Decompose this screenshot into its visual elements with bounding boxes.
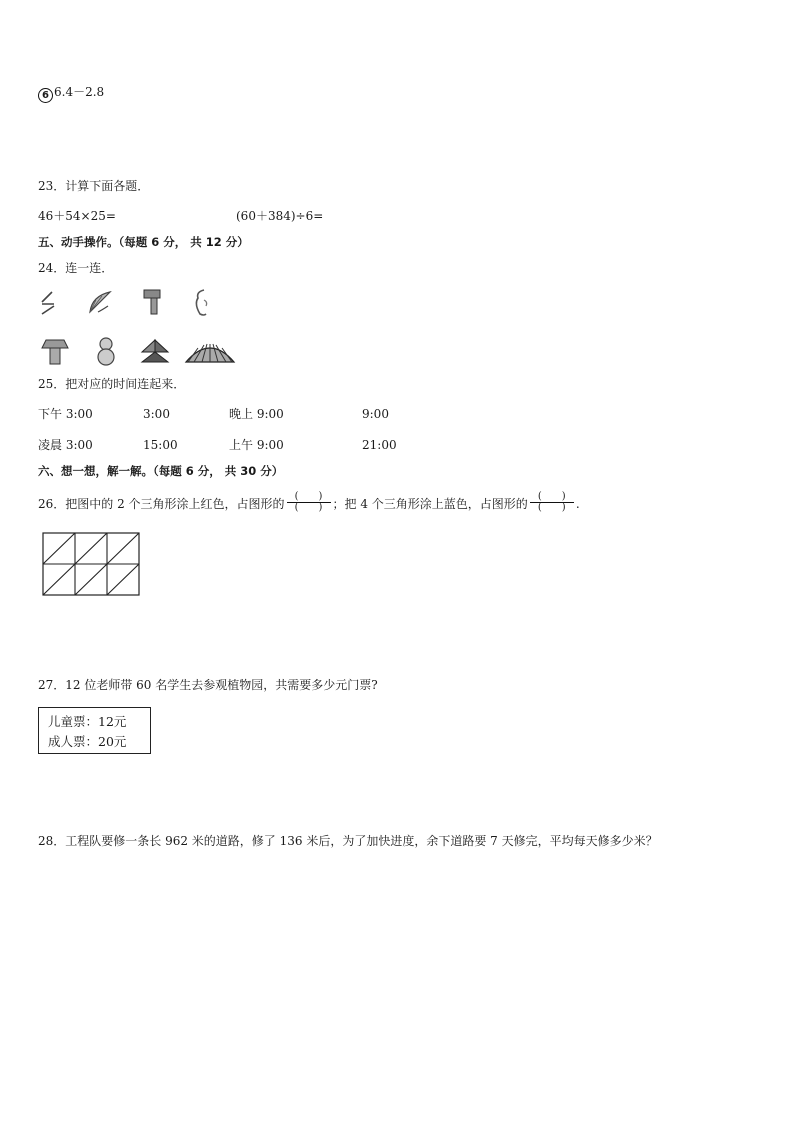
section-6-heading: 六、想一想，解一解。（每题 6 分， 共 30 分） bbox=[38, 464, 284, 478]
adult-ticket-price: 成人票：20元 bbox=[48, 734, 127, 749]
numerator-blank: ( ) bbox=[287, 492, 331, 503]
q22-expression: 6.4－2.8 bbox=[54, 85, 105, 99]
mushroom-icon bbox=[40, 338, 70, 366]
denominator-blank: ( ) bbox=[294, 502, 323, 513]
q25-row2-col4: 21:00 bbox=[362, 438, 397, 452]
q23-title: 23．计算下面各题． bbox=[38, 179, 150, 193]
q25-row1-col1: 下午 3:00 bbox=[38, 407, 93, 421]
q26-text-a: 26．把图中的 2 个三角形涂上红色，占图形的 bbox=[38, 497, 285, 511]
q26-text-b: ；把 4 个三角形涂上蓝色，占图形的 bbox=[332, 497, 528, 511]
numerator-blank: ( ) bbox=[530, 492, 574, 503]
section-5-heading: 五、动手操作。（每题 6 分， 共 12 分） bbox=[38, 235, 249, 249]
umbrella-icon bbox=[184, 340, 236, 364]
q26-text-c: . bbox=[575, 497, 580, 511]
q23-expression-1: 46＋54×25= bbox=[38, 209, 116, 223]
child-ticket-price: 儿童票：12元 bbox=[48, 714, 127, 729]
gourd-half-icon bbox=[194, 288, 210, 318]
q25-title: 25．把对应的时间连起来． bbox=[38, 377, 186, 391]
q22-item-6 bbox=[38, 84, 104, 103]
q27-title: 27．12 位老师带 60 名学生去参观植物园，共需要多少元门票? bbox=[38, 678, 378, 692]
q28-title: 28．工程队要修一条长 962 米的道路，修了 136 米后，为了加快进度，余下道路要 7 天修完，平均每天修多少米？ bbox=[38, 834, 658, 848]
bow-icon bbox=[140, 338, 170, 364]
q26-text bbox=[38, 491, 580, 515]
ticket-price-box bbox=[38, 707, 151, 754]
q25-row1-col2: 3:00 bbox=[143, 407, 170, 421]
fraction-blank-1[interactable] bbox=[287, 492, 331, 513]
gourd-icon bbox=[94, 336, 118, 366]
q25-row1-col4: 9:00 bbox=[362, 407, 389, 421]
fraction-blank-2[interactable] bbox=[530, 492, 574, 513]
q24-title: 24．连一连． bbox=[38, 261, 114, 275]
q25-row2-col3: 上午 9:00 bbox=[229, 438, 284, 452]
umbrella-half-icon bbox=[86, 290, 114, 316]
q25-row1-col3: 晚上 9:00 bbox=[229, 407, 284, 421]
scissors-half-icon bbox=[38, 290, 60, 316]
mushroom-half-icon bbox=[142, 288, 162, 316]
triangle-grid-figure bbox=[42, 532, 140, 596]
item-number-marker: 6 bbox=[38, 88, 53, 103]
q25-row2-col2: 15:00 bbox=[143, 438, 178, 452]
denominator-blank: ( ) bbox=[537, 502, 566, 513]
q23-expression-2: (60＋384)÷6= bbox=[236, 209, 324, 223]
q25-row2-col1: 凌晨 3:00 bbox=[38, 438, 93, 452]
